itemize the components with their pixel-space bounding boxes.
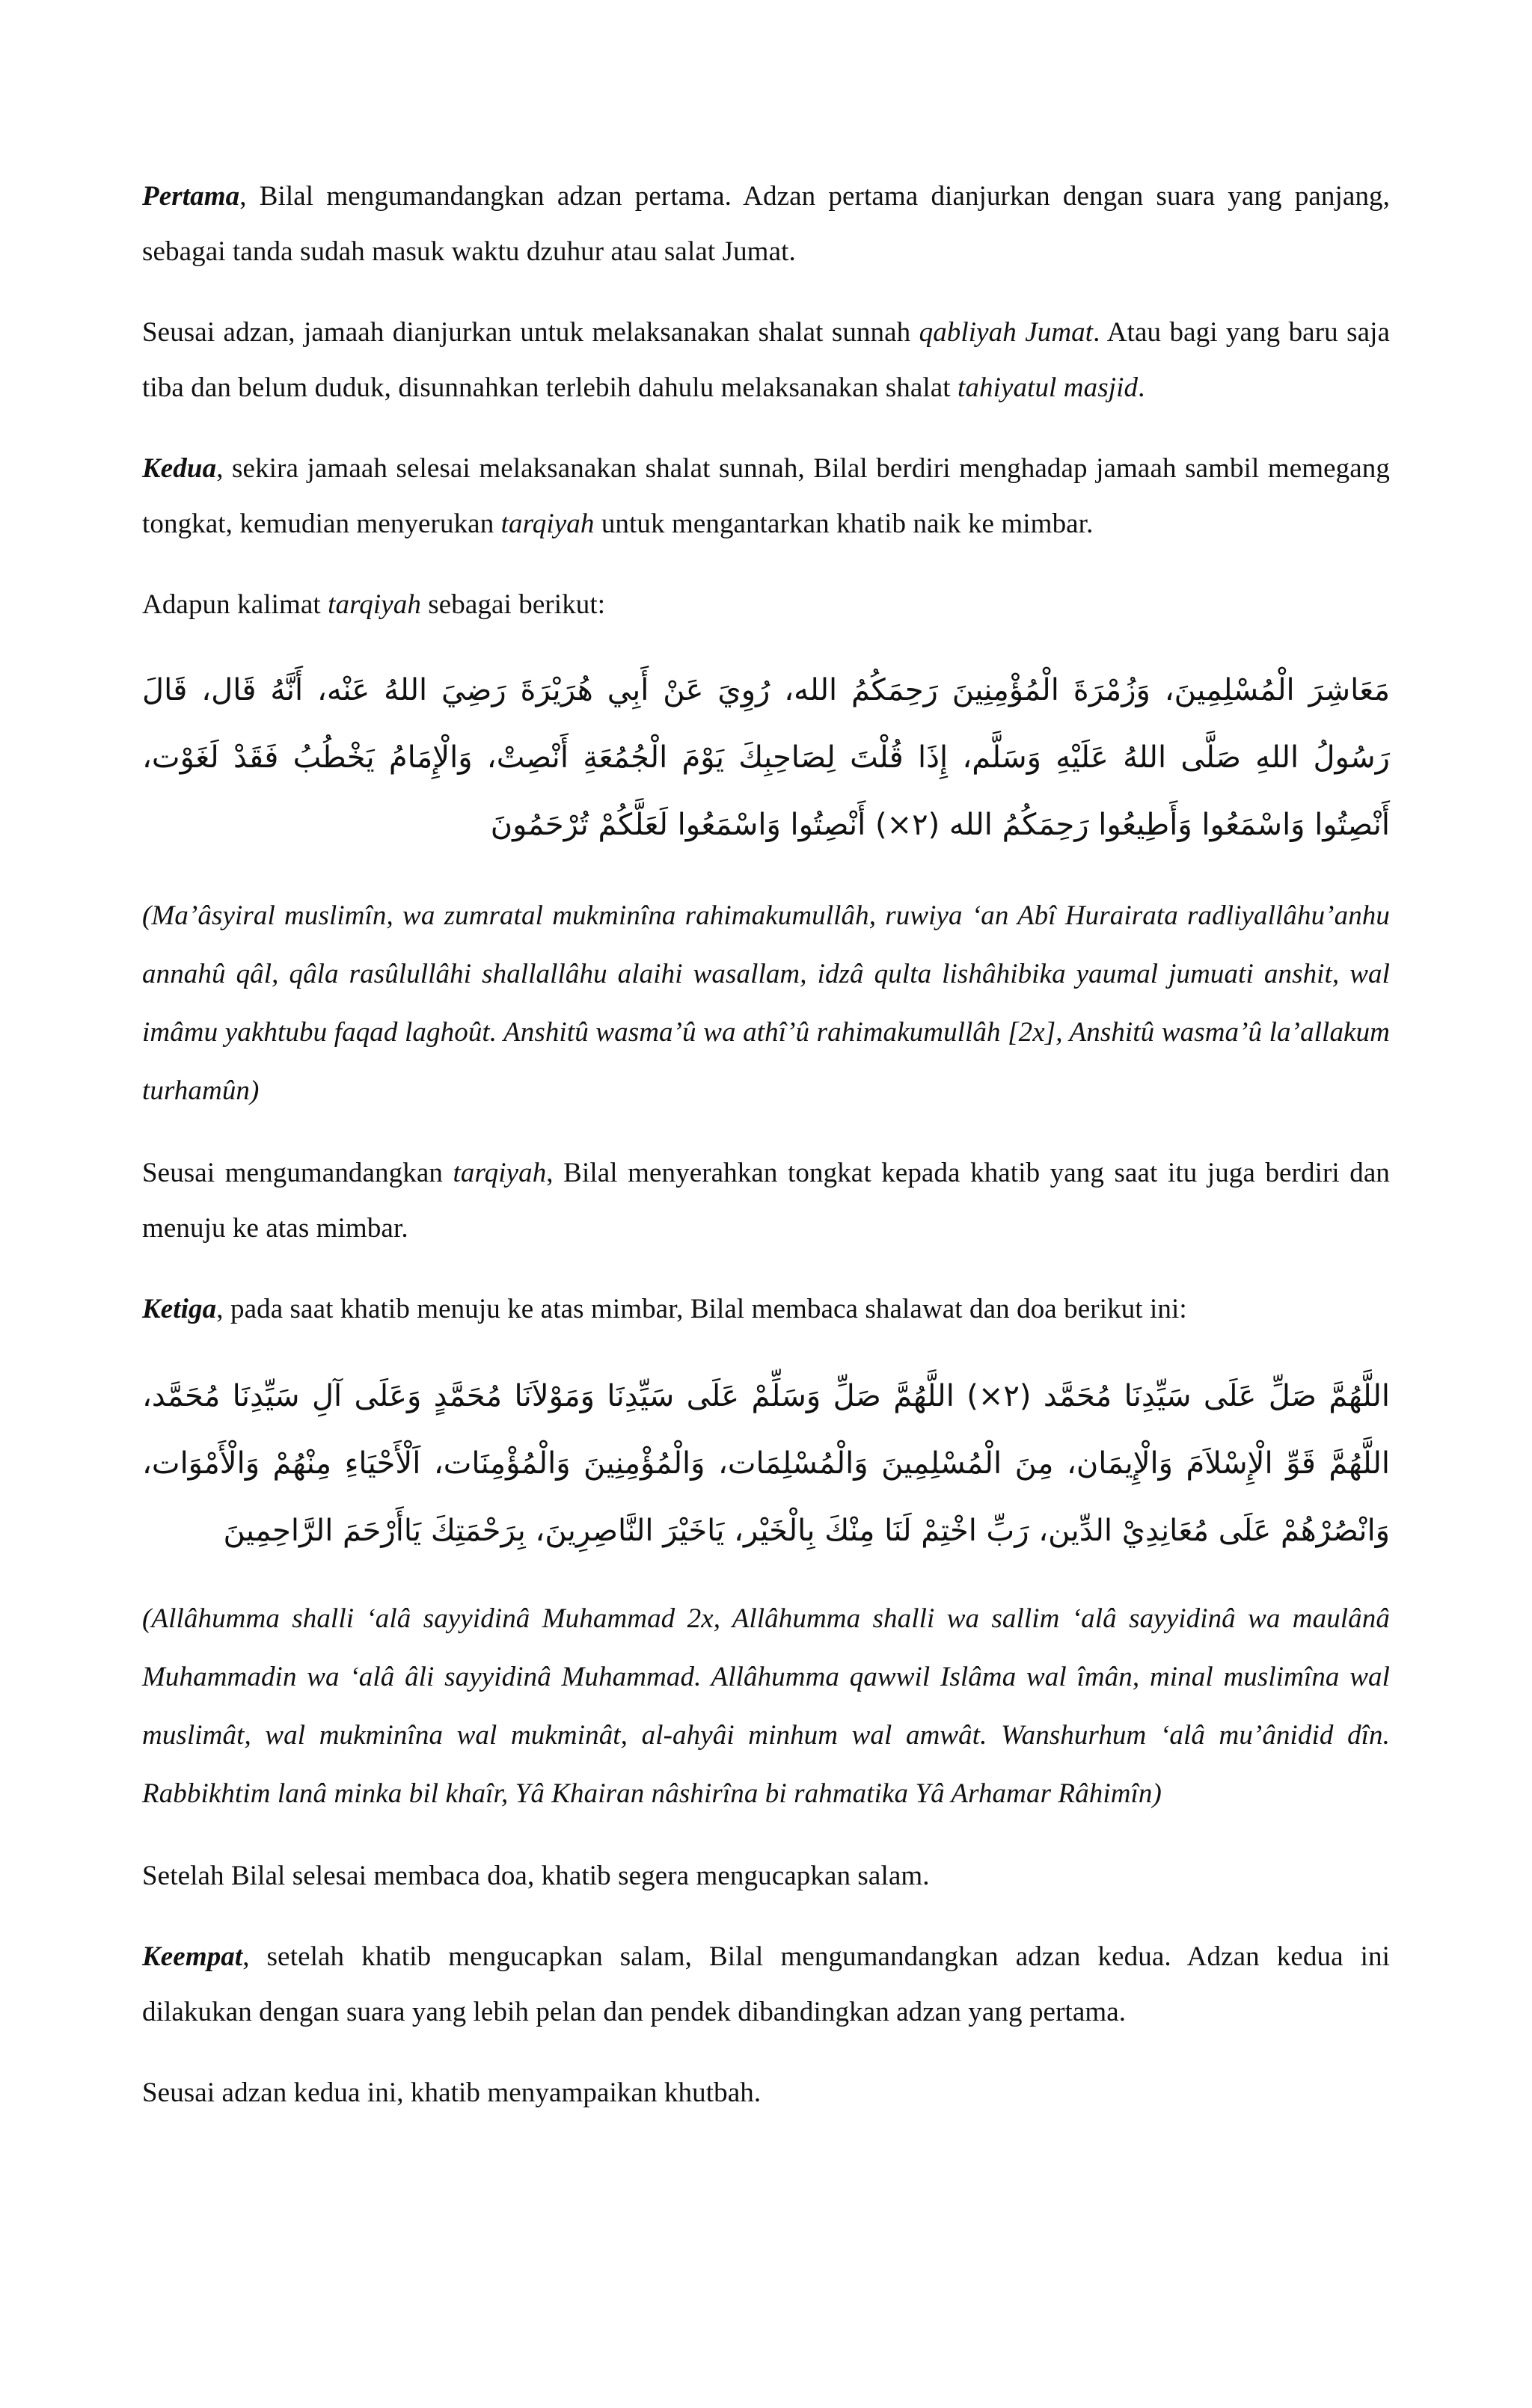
transliteration-shalawat: (Allâhumma shalli ‘alâ sayyidinâ Muhammad 2x, Allâhumma shalli wa sallim ‘alâ sayyidinâ wa maulânâ Muhammadin wa ‘alâ âli sayyidinâ Muhammad. Allâhumma qawwil Islâma wal îmân, minal muslimîna wal muslimât, wal mukminîna wal mukminât, al-ahyâi minhum wal amwât. Wanshurhum ‘alâ mu’ânidid dîn. Rabbikhtim lanâ minka bil khaîr, Yâ Khairan nâshirîna bi rahmatika Yâ Arhamar Râhimîn) — [142, 1603, 1390, 1809]
paragraph-text: Seusai adzan kedua ini, khatib menyampaikan khutbah. — [142, 2077, 762, 2108]
paragraph-text: untuk mengantarkan khatib naik ke mimbar. — [594, 509, 1094, 539]
paragraph-text: Seusai mengumandangkan — [142, 1158, 453, 1188]
paragraph-text: , Bilal mengumandangkan adzan pertama. Adzan pertama dianjurkan dengan suara yang panjang, sebagai tanda sudah masuk waktu dzuhur atau salat Jumat. — [142, 181, 1390, 267]
paragraph-kedua — [142, 441, 1390, 552]
paragraph-keempat — [142, 1929, 1390, 2040]
paragraph-text: , setelah khatib mengucapkan salam, Bilal mengumandangkan adzan kedua. Adzan kedua ini dilakukan dengan suara yang lebih pelan dan pendek dibandingkan adzan yang pertama. — [142, 1941, 1390, 2027]
step-label-keempat: Keempat — [142, 1941, 243, 1972]
paragraph-salam — [142, 1849, 1390, 1904]
paragraph-text: Seusai adzan, jamaah dianjurkan untuk melaksanakan shalat sunnah — [142, 317, 919, 348]
paragraph-ketiga — [142, 1282, 1390, 1337]
term-tahiyatul-masjid: tahiyatul masjid — [958, 372, 1139, 403]
paragraph-text: Adapun kalimat — [142, 589, 328, 620]
step-label-ketiga: Ketiga — [142, 1294, 217, 1324]
paragraph-pertama — [142, 169, 1390, 280]
transliteration-tarqiyah: (Ma’âsyiral muslimîn, wa zumratal mukminîna rahimakumullâh, ruwiya ‘an Abî Hurairata radliyallâhu’anhu annahû qâl, qâla rasûlullâhi shallallâhu alaihi wasallam, idzâ qulta lishâhibika yaumal jumuati anshit, wal imâmu yakhtubu faqad laghoût. Anshitû wasma’û wa athî’û rahimakumullâh [2x], Anshitû wasma’û la’allakum turhamûn) — [142, 900, 1390, 1106]
paragraph-sunnah-prayer — [142, 305, 1390, 416]
arabic-shalawat-text: اللَّهُمَّ صَلِّ عَلَى سَيِّدِنَا مُحَمَّد (٢×) اللَّهُمَّ صَلِّ وَسَلِّمْ عَلَى سَيِّدِنَا وَمَوْلاَنَا مُحَمَّدٍ وَعَلَى آلِ سَيِّدِنَا مُحَمَّد، اللَّهُمَّ قَوِّ الْإِسْلاَمَ وَالْإِيمَان، مِنَ الْمُسْلِمِينَ وَالْمُسْلِمَات، وَالْمُؤْمِنِينَ وَالْمُؤْمِنَات، اَلْأَحْيَاءِ مِنْهُمْ وَالْأَمْوَات، وَانْصُرْهُمْ عَلَى مُعَانِدِيْ الدِّين، رَبِّ اخْتِمْ لَنَا مِنْكَ بِالْخَيْر، يَاخَيْرَ النَّاصِرِينَ، بِرَحْمَتِكَ يَاأَرْحَمَ الرَّاحِمِينَ — [142, 1379, 1391, 1548]
paragraph-text: , Bilal menyerahkan tongkat kepada khatib yang saat itu juga berdiri dan menuju ke atas mimbar. — [142, 1158, 1390, 1244]
paragraph-handover-staff — [142, 1146, 1390, 1256]
paragraph-text: sebagai berikut: — [420, 589, 606, 620]
paragraph-text: . — [1138, 372, 1145, 403]
step-label-pertama: Pertama — [142, 181, 240, 212]
term-qabliyah-jumat: qabliyah Jumat — [919, 317, 1094, 348]
arabic-tarqiyah-text: مَعَاشِرَ الْمُسْلِمِينَ، وَزُمْرَةَ الْمُؤْمِنِينَ رَحِمَكُمُ الله، رُوِيَ عَنْ أَبِي هُرَيْرَةَ رَضِيَ اللهُ عَنْه، أَنَّهُ قَال، قَالَ رَسُولُ اللهِ صَلَّى اللهُ عَلَيْهِ وَسَلَّم، إِذَا قُلْتَ لِصَاحِبِكَ يَوْمَ الْجُمُعَةِ أَنْصِتْ، وَالْإِمَامُ يَخْطُبُ فَقَدْ لَغَوْت، أَنْصِتُوا وَاسْمَعُوا وَأَطِيعُوا رَحِمَكُمُ الله (٢×) أَنْصِتُوا وَاسْمَعُوا لَعَلَّكُمْ تُرْحَمُونَ — [142, 673, 1390, 842]
paragraph-tarqiyah-intro — [142, 577, 1390, 633]
term-tarqiyah: tarqiyah — [500, 509, 595, 539]
paragraph-text: , sekira jamaah selesai melaksanakan shalat sunnah, Bilal berdiri menghadap jamaah sambil memegang tongkat, kemudian menyerukan — [142, 453, 1390, 539]
paragraph-text: . Atau bagi yang baru saja tiba dan belum duduk, disunnahkan terlebih dahulu melaksanakan shalat — [142, 317, 1390, 403]
paragraph-text: Setelah Bilal selesai membaca doa, khatib segera mengucapkan salam. — [142, 1861, 930, 1891]
term-tarqiyah: tarqiyah — [328, 589, 421, 620]
step-label-kedua: Kedua — [142, 453, 217, 484]
paragraph-khutbah — [142, 2065, 1390, 2121]
paragraph-text: , pada saat khatib menuju ke atas mimbar, Bilal membaca shalawat dan doa berikut ini: — [216, 1294, 1187, 1324]
term-tarqiyah: tarqiyah — [453, 1158, 547, 1188]
